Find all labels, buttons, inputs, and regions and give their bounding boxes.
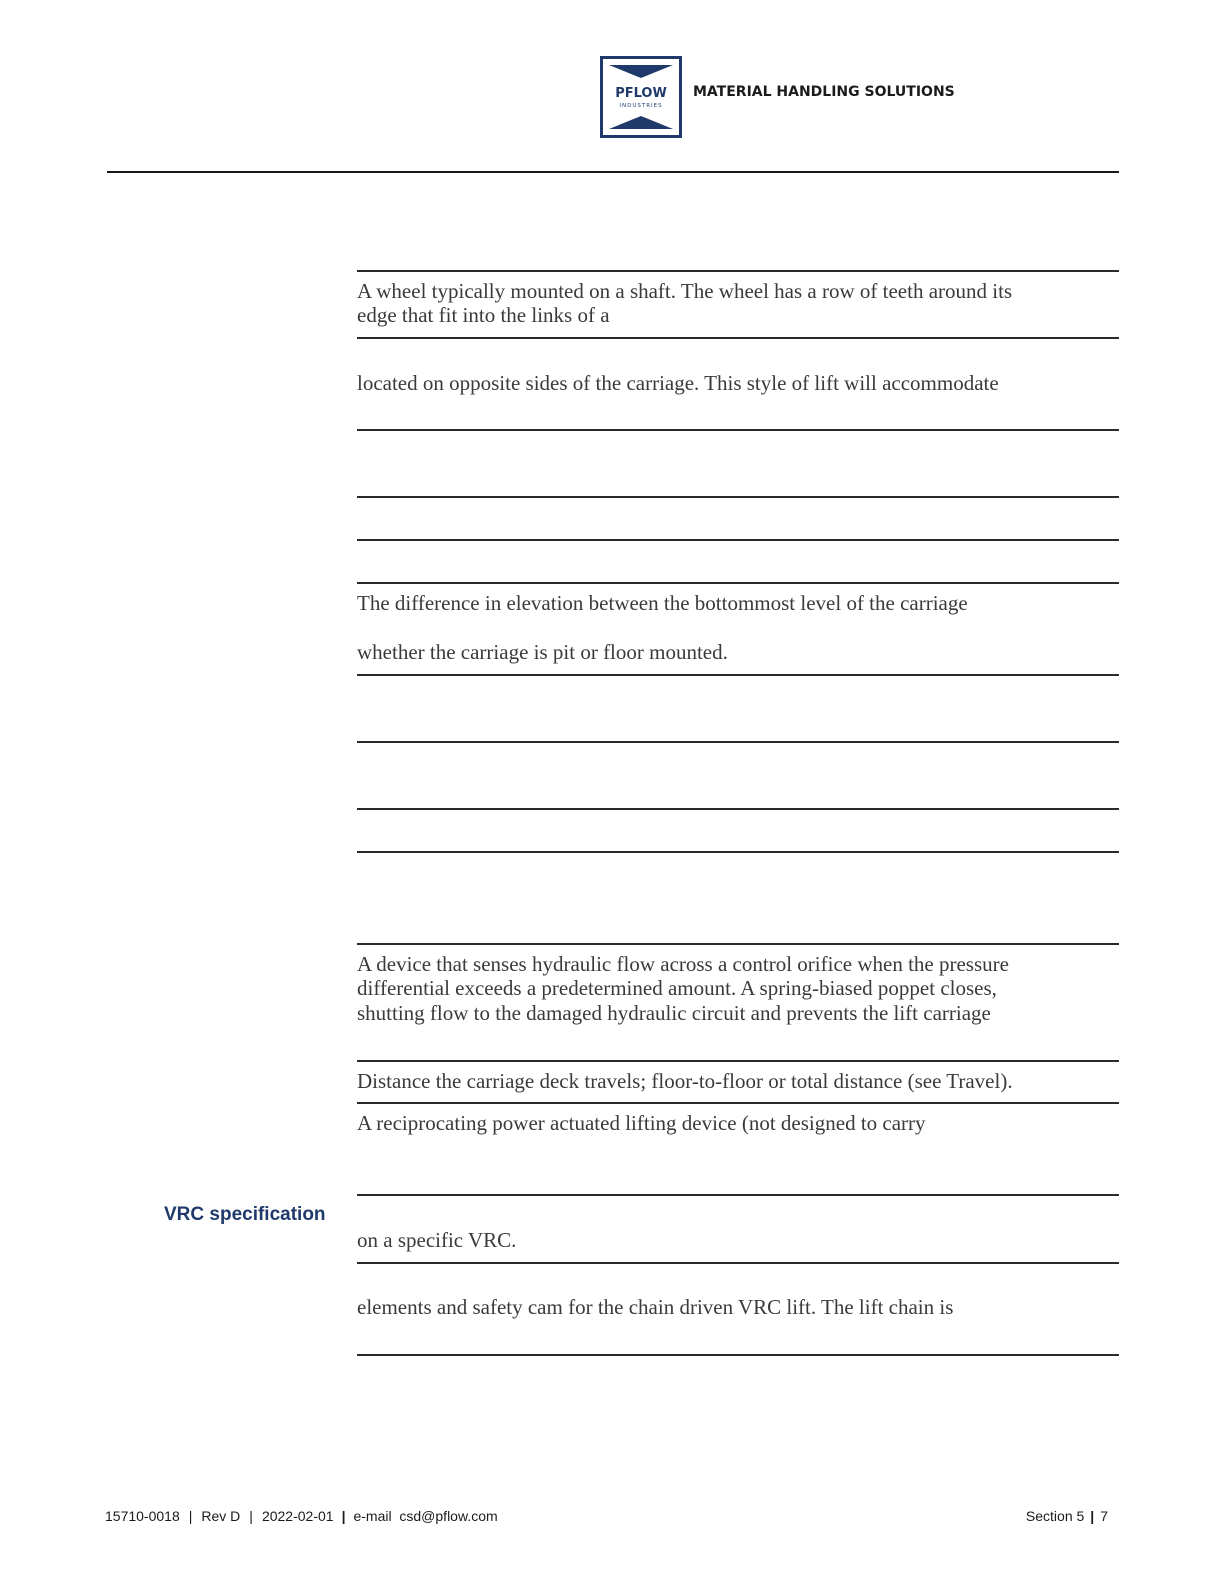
page-number: 7	[1100, 1508, 1108, 1524]
pflow-logo-icon	[600, 56, 682, 138]
svg-text:PFLOW: PFLOW	[615, 86, 667, 101]
pflow-logo	[600, 56, 682, 138]
divider-rule	[357, 674, 1119, 676]
divider-rule	[357, 1102, 1119, 1104]
separator: |	[249, 1508, 253, 1524]
entry-text: Distance the carriage deck travels; floor-to-floor or total distance (see Travel).	[357, 1069, 1013, 1093]
doc-date: 2022-02-01	[261, 1508, 334, 1524]
divider-rule	[357, 1194, 1119, 1196]
divider-rule	[357, 429, 1119, 431]
term-label: VRC specification	[164, 1204, 326, 1225]
divider-rule	[357, 496, 1119, 498]
section-label: Section 5	[1025, 1508, 1085, 1524]
entry-text: A device that senses hydraulic flow across a control orifice when the pressure	[357, 952, 1009, 976]
divider-rule	[357, 1060, 1119, 1062]
entry-text: located on opposite sides of the carriage. This style of lift will accommodate	[357, 371, 999, 395]
header-rule	[107, 171, 1119, 173]
separator: |	[341, 1508, 346, 1524]
divider-rule	[357, 1262, 1119, 1264]
divider-rule	[357, 270, 1119, 272]
entry-text: The difference in elevation between the bottommost level of the carriage	[357, 591, 968, 615]
divider-rule	[357, 1354, 1119, 1356]
divider-rule	[357, 851, 1119, 853]
entry-text: A wheel typically mounted on a shaft. The wheel has a row of teeth around its	[357, 279, 1013, 303]
entry-text: elements and safety cam for the chain driven VRC lift. The lift chain is	[357, 1295, 954, 1319]
footer-page-info	[1026, 1508, 1108, 1524]
tagline: MATERIAL HANDLING SOLUTIONS	[693, 84, 955, 100]
svg-text:INDUSTRIES: INDUSTRIES	[619, 103, 663, 109]
divider-rule	[357, 582, 1119, 584]
email-label: e-mail	[353, 1508, 392, 1524]
divider-rule	[357, 539, 1119, 541]
entry-text: whether the carriage is pit or floor mounted.	[357, 640, 728, 664]
entry-text: edge that fit into the links of a	[357, 303, 610, 327]
divider-rule	[357, 337, 1119, 339]
entry-text: on a specific VRC.	[357, 1228, 517, 1252]
entry-text: shutting flow to the damaged hydraulic circuit and prevents the lift carriage	[357, 1001, 991, 1025]
separator: |	[1090, 1508, 1095, 1524]
email-link[interactable]: csd@pflow.com	[399, 1508, 498, 1524]
divider-rule	[357, 943, 1119, 945]
revision: Rev D	[201, 1508, 241, 1524]
footer-document-info	[105, 1508, 498, 1524]
doc-number: 15710-0018	[105, 1508, 180, 1524]
entry-text: A reciprocating power actuated lifting device (not designed to carry	[357, 1111, 926, 1135]
divider-rule	[357, 808, 1119, 810]
entry-text: differential exceeds a predetermined amount. A spring-biased poppet closes,	[357, 976, 997, 1000]
separator: |	[188, 1508, 193, 1524]
divider-rule	[357, 741, 1119, 743]
